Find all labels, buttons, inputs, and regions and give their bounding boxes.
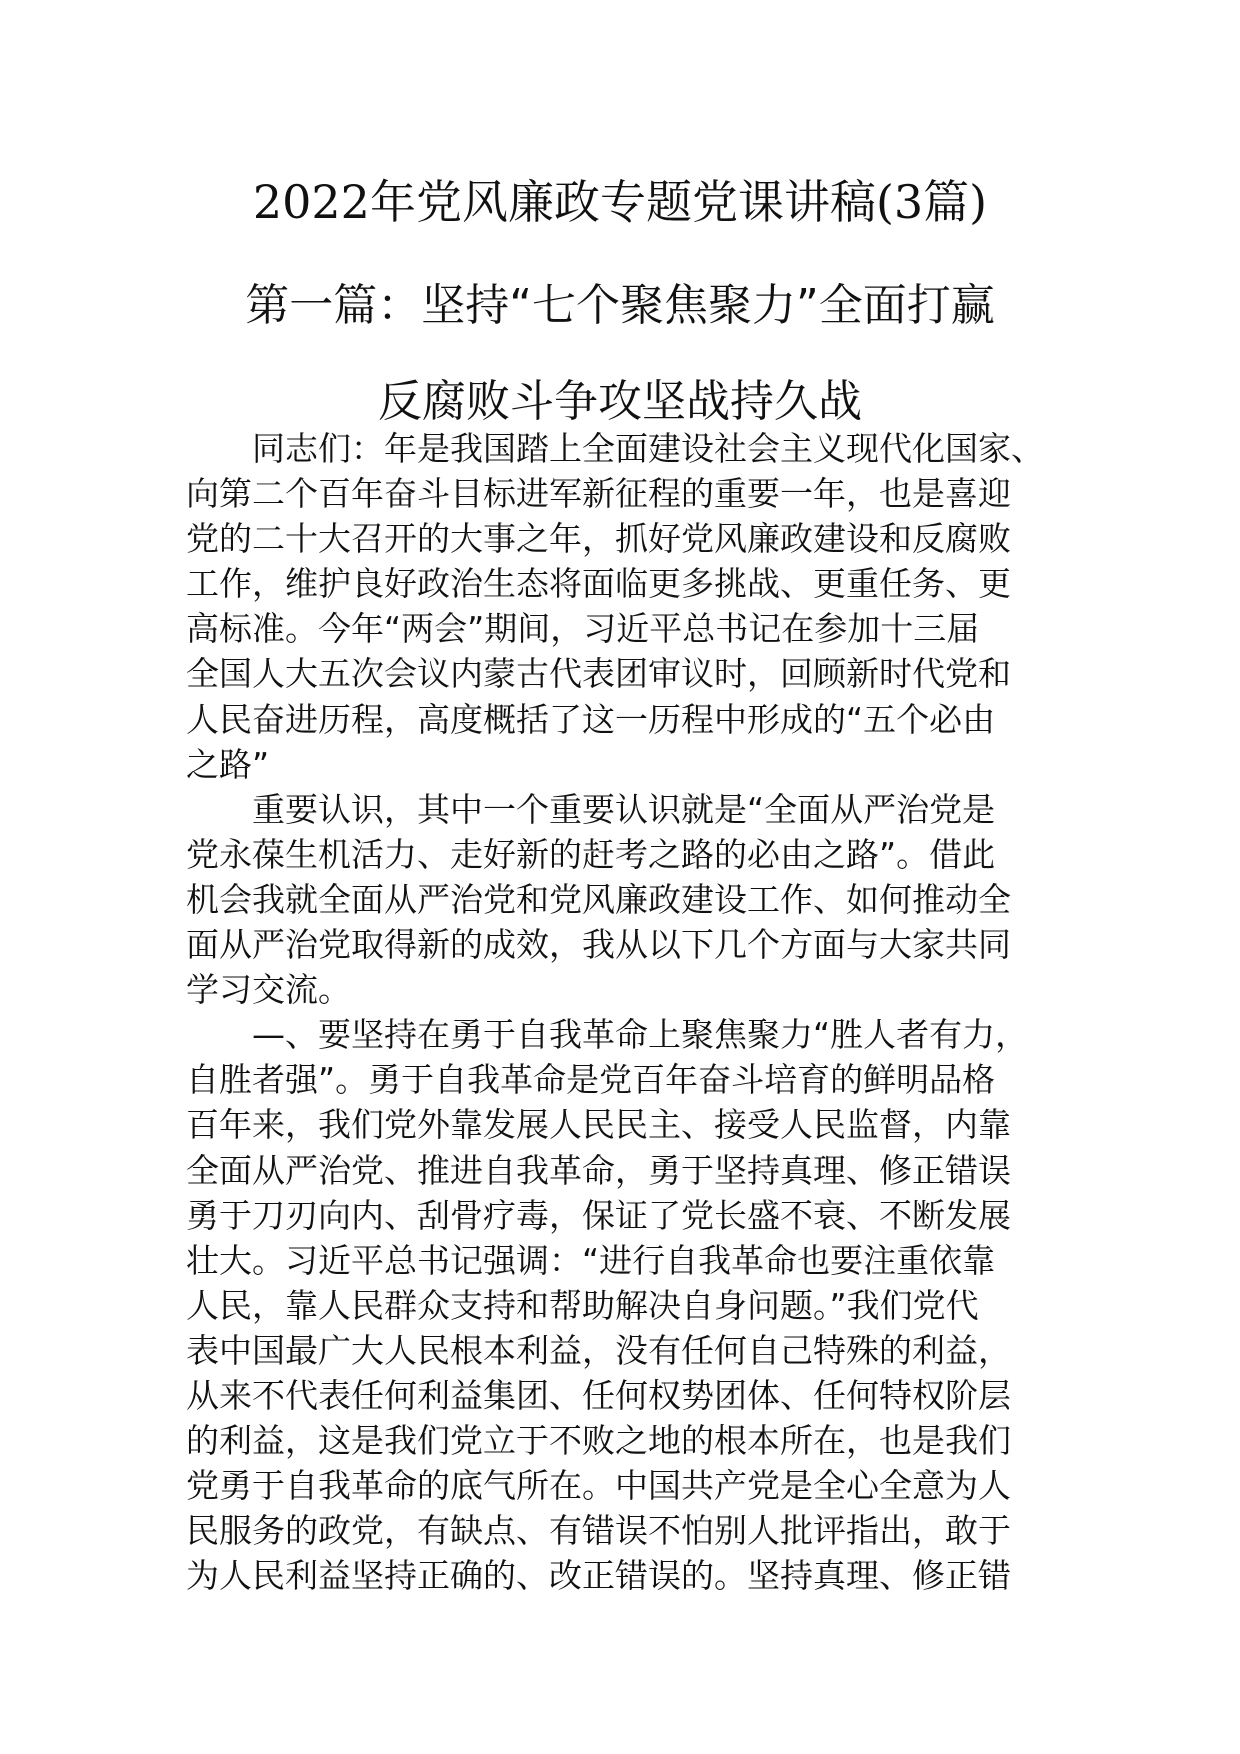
- text-line: 的利益，这是我们党立于不败之地的根本所在，也是我们: [186, 1421, 1011, 1461]
- text-line: 民服务的政党，有缺点、有错误不怕别人批评指出，敢于: [186, 1511, 1011, 1551]
- text-line: 壮大。习近平总书记强调：“进行自我革命也要注重依靠: [186, 1240, 996, 1280]
- text-line: 人民，靠人民群众支持和帮助解决自身问题。”我们党代: [186, 1285, 979, 1325]
- text-line: 全国人大五次会议内蒙古代表团审议时，回顾新时代党和: [186, 654, 1011, 694]
- text-line: 高标准。今年“两会”期间，习近平总书记在参加十三届: [186, 609, 980, 649]
- text-line: 同志们：年是我国踏上全面建设社会主义现代化国家、: [252, 429, 1044, 468]
- text-line: 党永葆生机活力、走好新的赶考之路的必由之路”。借此: [186, 834, 996, 874]
- text-line: 面从严治党取得新的成效，我从以下几个方面与大家共同: [186, 925, 1011, 965]
- text-line: 学习交流。: [186, 970, 351, 1010]
- text-line: —、要坚持在勇于自我革命上聚焦聚力“胜人者有力，: [252, 1015, 1029, 1055]
- section-title-line: 第一篇：坚持“七个聚焦聚力”全面打赢: [245, 280, 995, 331]
- text-line: 表中国最广大人民根本利益，没有任何自己特殊的利益，: [186, 1330, 1011, 1370]
- text-line: 机会我就全面从严治党和党风廉政建设工作、如何推动全: [186, 879, 1011, 919]
- text-line: 为人民利益坚持正确的、改正错误的。坚持真理、修正错: [186, 1556, 1011, 1596]
- document-title: 2022年党风廉政专题党课讲稿(3篇): [252, 175, 988, 229]
- text-line: 勇于刀刃向内、刮骨疗毒，保证了党长盛不衰、不断发展: [186, 1195, 1011, 1235]
- text-line: 从来不代表任何利益集团、任何权势团体、任何特权阶层: [186, 1375, 1011, 1415]
- paragraph: [186, 787, 1090, 1012]
- text-line: 之路”: [186, 744, 270, 784]
- text-line: 人民奋进历程，高度概括了这一历程中形成的“五个必由: [186, 699, 996, 739]
- text-line: 党的二十大召开的大事之年，抓好党风廉政建设和反腐败: [186, 519, 1011, 559]
- document-body: [186, 426, 1090, 1598]
- text-line: 自胜者强”。勇于自我革命是党百年奋斗培育的鲜明品格: [186, 1060, 996, 1100]
- section-title-line: 反腐败斗争攻坚战持久战: [378, 376, 862, 427]
- text-line: 党勇于自我革命的底气所在。中国共产党是全心全意为人: [186, 1466, 1011, 1506]
- text-line: 向第二个百年奋斗目标进军新征程的重要一年，也是喜迎: [186, 474, 1011, 514]
- text-line: 百年来，我们党外靠发展人民民主、接受人民监督，内靠: [186, 1105, 1011, 1145]
- paragraph: [186, 1012, 1090, 1598]
- text-line: 工作，维护良好政治生态将面临更多挑战、更重任务、更: [186, 564, 1011, 604]
- text-line: 全面从严治党、推进自我革命，勇于坚持真理、修正错误: [186, 1150, 1011, 1190]
- section-title: [150, 258, 1090, 450]
- paragraph: [186, 426, 1090, 787]
- text-line: 重要认识，其中一个重要认识就是“全面从严治党是: [252, 789, 996, 829]
